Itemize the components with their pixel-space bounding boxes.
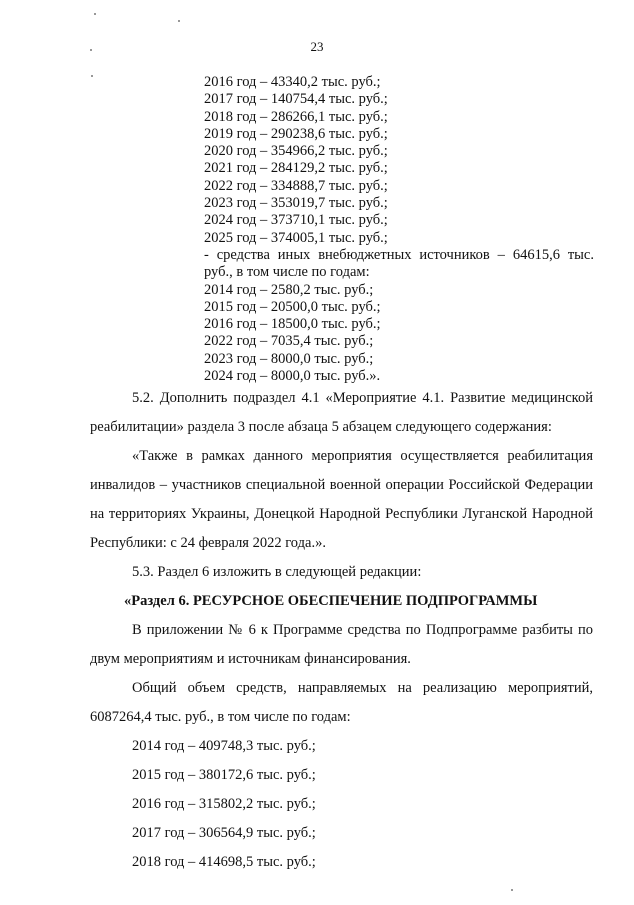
year-line: 2023 год – 353019,7 тыс. руб.; (204, 195, 388, 212)
year-line: 2017 год – 140754,4 тыс. руб.; (204, 91, 388, 108)
year-line: 2017 год – 306564,9 тыс. руб.; (132, 825, 316, 841)
year-line: 2015 год – 380172,6 тыс. руб.; (132, 767, 316, 783)
page-number: 23 (310, 39, 324, 54)
other-sources-year-list (204, 282, 594, 386)
year-line: 2023 год – 8000,0 тыс. руб.; (204, 350, 374, 367)
year-line: 2014 год – 409748,3 тыс. руб.; (132, 738, 316, 754)
paragraph-5-3: 5.3. Раздел 6 изложить в следующей редакции: (132, 564, 422, 580)
other-sources-line: руб., в том числе по годам: (204, 264, 370, 281)
year-line: 2016 год – 315802,2 тыс. руб.; (132, 796, 316, 812)
paragraph-total: Общий объем средств, направляемых на реализацию мероприятий, 6087264,4 тыс. руб., в том числе по годам: (90, 680, 593, 725)
document-body (90, 384, 593, 877)
year-line: 2016 год – 18500,0 тыс. руб.; (204, 316, 381, 333)
section-heading: «Раздел 6. РЕСУРСНОЕ ОБЕСПЕЧЕНИЕ ПОДПРОГРАММЫ (124, 593, 538, 609)
year-line: 2024 год – 8000,0 тыс. руб.». (204, 368, 381, 385)
year-line: 2025 год – 374005,1 тыс. руб.; (204, 229, 388, 246)
scan-speck (94, 13, 96, 15)
year-line: 2022 год – 7035,4 тыс. руб.; (204, 333, 374, 350)
year-line: 2024 год – 373710,1 тыс. руб.; (204, 212, 388, 229)
scan-speck (178, 20, 180, 22)
year-line: 2014 год – 2580,2 тыс. руб.; (204, 281, 374, 298)
paragraph-appendix: В приложении № 6 к Программе средства по Подпрограмме разбиты по двум мероприятиям и источникам финансирования. (90, 622, 593, 667)
funding-list-column (204, 74, 594, 385)
paragraph-5-2: 5.2. Дополнить подраздел 4.1 «Мероприятие 4.1. Развитие медицинской реабилитации» раздела 3 после абзаца 5 абзацем следующего содержания: (90, 390, 593, 435)
year-funding-list (204, 74, 594, 247)
scan-speck (91, 75, 93, 77)
scan-speck (511, 889, 513, 891)
other-sources-line: - средства иных внебюджетных источников – 64615,6 тыс. (204, 246, 594, 263)
year-line: 2019 год – 290238,6 тыс. руб.; (204, 125, 388, 142)
year-line: 2020 год – 354966,2 тыс. руб.; (204, 143, 388, 160)
year-line: 2021 год – 284129,2 тыс. руб.; (204, 160, 388, 177)
quote-paragraph: «Также в рамках данного мероприятия осуществляется реабилитация инвалидов – участников специальной военной операции Российской Федерации на территориях Украины, Донецкой Народной Республики Луганской Народной Республики: с 24 февраля 2022 года.». (90, 448, 593, 551)
year-line: 2022 год – 334888,7 тыс. руб.; (204, 177, 388, 194)
total-year-list (90, 732, 593, 877)
year-line: 2018 год – 286266,1 тыс. руб.; (204, 108, 388, 125)
year-line: 2016 год – 43340,2 тыс. руб.; (204, 74, 381, 90)
year-line: 2018 год – 414698,5 тыс. руб.; (132, 854, 316, 870)
year-line: 2015 год – 20500,0 тыс. руб.; (204, 298, 381, 315)
